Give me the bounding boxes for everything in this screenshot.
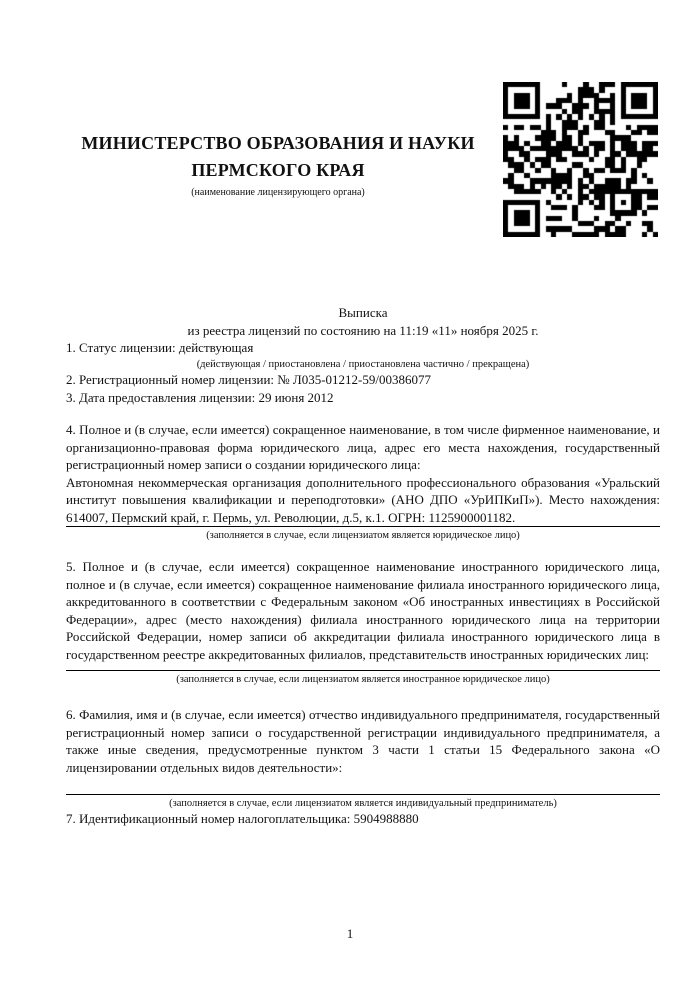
document-header — [66, 130, 490, 199]
document-title — [66, 300, 660, 339]
license-grant-date-field: 3. Дата предоставления лицензии: 29 июня 2012 — [66, 389, 334, 405]
ministry-caption: (наименование лицензирующего органа) — [191, 187, 365, 198]
document-title-line1: Выписка — [338, 305, 388, 320]
legal-entity-section — [66, 421, 660, 527]
qr-code-icon — [503, 82, 658, 237]
ministry-name-line1: МИНИСТЕРСТВО ОБРАЗОВАНИЯ И НАУКИ — [81, 133, 475, 153]
individual-entrepreneur-label: 6. Фамилия, имя и (в случае, если имеется) отчество индивидуального предпринимателя, государственный регистрационный номер записи о государственной регистрации индивидуального предпринимателя, а также иные сведения, предусмотренные пунктом 3 части 1 статьи 15 Федерального закона «О лицензировании отдельных видов деятельности»: — [66, 707, 660, 775]
page-number: 1 — [346, 926, 354, 941]
license-registration-number-field: 2. Регистрационный номер лицензии: № Л035-01212-59/00386077 — [66, 372, 432, 387]
individual-entrepreneur-section — [66, 706, 660, 795]
document-title-line2: из реестра лицензий по состоянию на 11:19 «11» ноября 2025 г. — [187, 322, 539, 338]
ministry-name-line2: ПЕРМСКОГО КРАЯ — [191, 160, 365, 180]
individual-entrepreneur-caption: (заполняется в случае, если лицензиатом является индивидуальный предприниматель) — [169, 798, 557, 809]
foreign-entity-label: 5. Полное и (в случае, если имеется) сокращенное наименование иностранного юридического лица, полное и (в случае, если имеется) сокращенное наименование филиала иностранного юридического лица, аккредитованного в соответствии с Федеральным законом «Об иностранных инвестициях в Российской Федерации», адрес (место нахождения) филиала иностранного юридического лица на территории Российской Федерации, номер записи об аккредитации филиала иностранного юридического лица в государственном реестре аккредитованных филиалов, представительств иностранных юридических лиц: — [66, 559, 660, 662]
foreign-entity-section — [66, 558, 660, 671]
taxpayer-id-field: 7. Идентификационный номер налогоплательщика: 5904988880 — [66, 811, 419, 826]
legal-entity-label: 4. Полное и (в случае, если имеется) сокращенное наименование, в том числе фирменное наименование, и организационно-правовая форма юридического лица, адрес его места нахождения, государственный регистрационный номер записи о создании юридического лица: — [66, 422, 660, 472]
foreign-entity-caption: (заполняется в случае, если лицензиатом является иностранное юридическое лицо) — [176, 674, 550, 685]
legal-entity-caption: (заполняется в случае, если лицензиатом является юридическое лицо) — [206, 530, 520, 541]
document-body — [66, 300, 660, 828]
legal-entity-value: Автономная некоммерческая организация дополнительного профессионального образования «Уральский институт повышения квалификации и переподготовки» (АНО ДПО «УрИПКиП»). Место нахождения: 614007, Пермский край, г. Пермь, ул. Революции, д.5, к.1. ОГРН: 1125900001182. — [66, 474, 660, 525]
license-status-field: 1. Статус лицензии: действующая — [66, 340, 254, 355]
license-status-caption: (действующая / приостановлена / приостановлена частично / прекращена) — [196, 358, 530, 370]
